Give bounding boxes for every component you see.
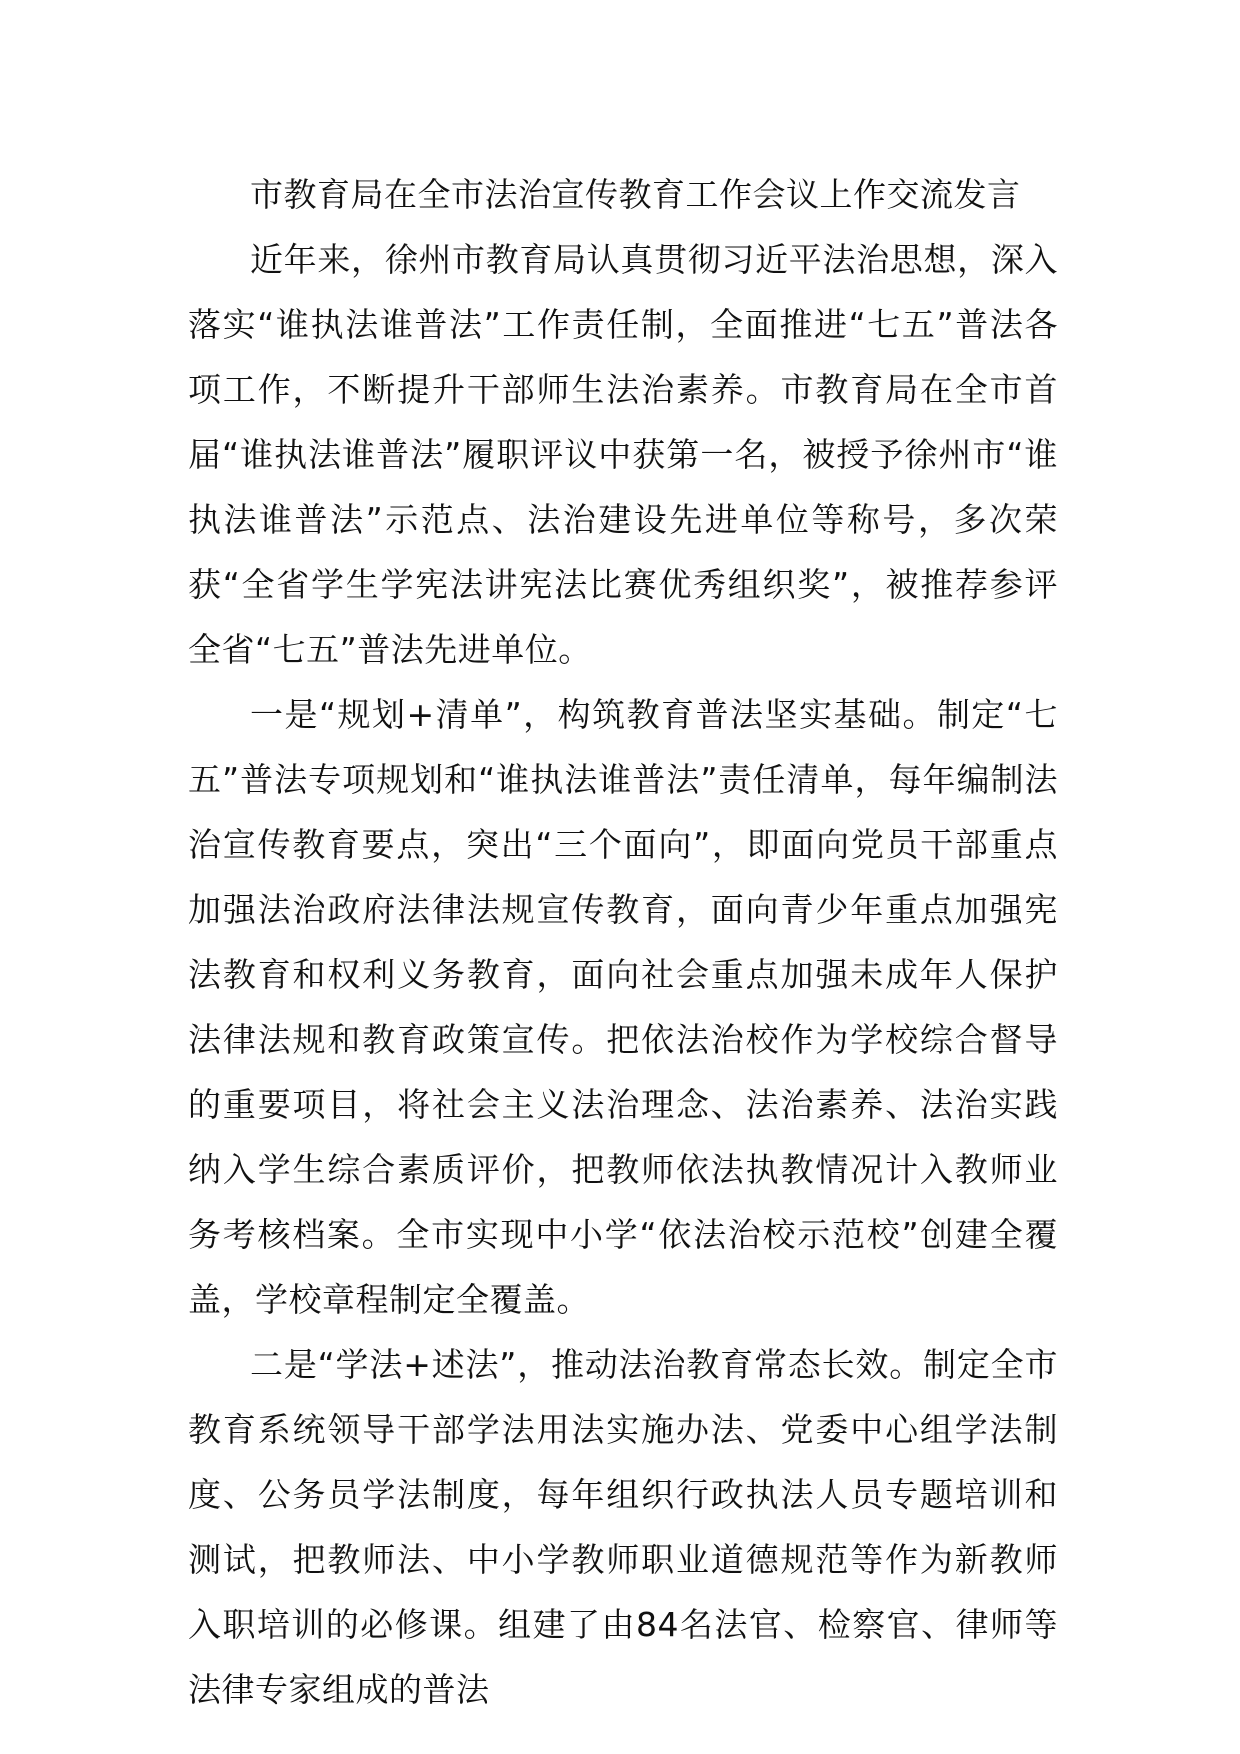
document-title: 市教育局在全市法治宣传教育工作会议上作交流发言: [250, 175, 1021, 214]
document-body: [188, 162, 1058, 1722]
paragraph-point-one: 一是“规划+清单”，构筑教育普法坚实基础。制定“七五”普法专项规划和“谁执法谁普法”责任清单，每年编制法治宣传教育要点，突出“三个面向”，即面向党员干部重点加强法治政府法律法规宣传教育，面向青少年重点加强宪法教育和权利义务教育，面向社会重点加强未成年人保护法律法规和教育政策宣传。把依法治校作为学校综合督导的重要项目，将社会主义法治理念、法治素养、法治实践纳入学生综合素质评价，把教师依法执教情况计入教师业务考核档案。全市实现中小学“依法治校示范校”创建全覆盖，学校章程制定全覆盖。: [188, 695, 1058, 1319]
paragraph-point-two: 二是“学法+述法”，推动法治教育常态长效。制定全市教育系统领导干部学法用法实施办法、党委中心组学法制度、公务员学法制度，每年组织行政执法人员专题培训和测试，把教师法、中小学教师职业道德规范等作为新教师入职培训的必修课。组建了由84名法官、检察官、律师等法律专家组成的普法: [188, 1345, 1058, 1709]
paragraph-intro: 近年来，徐州市教育局认真贯彻习近平法治思想，深入落实“谁执法谁普法”工作责任制，全面推进“七五”普法各项工作，不断提升干部师生法治素养。市教育局在全市首届“谁执法谁普法”履职评议中获第一名，被授予徐州市“谁执法谁普法”示范点、法治建设先进单位等称号，多次荣获“全省学生学宪法讲宪法比赛优秀组织奖”，被推荐参评全省“七五”普法先进单位。: [188, 240, 1058, 669]
